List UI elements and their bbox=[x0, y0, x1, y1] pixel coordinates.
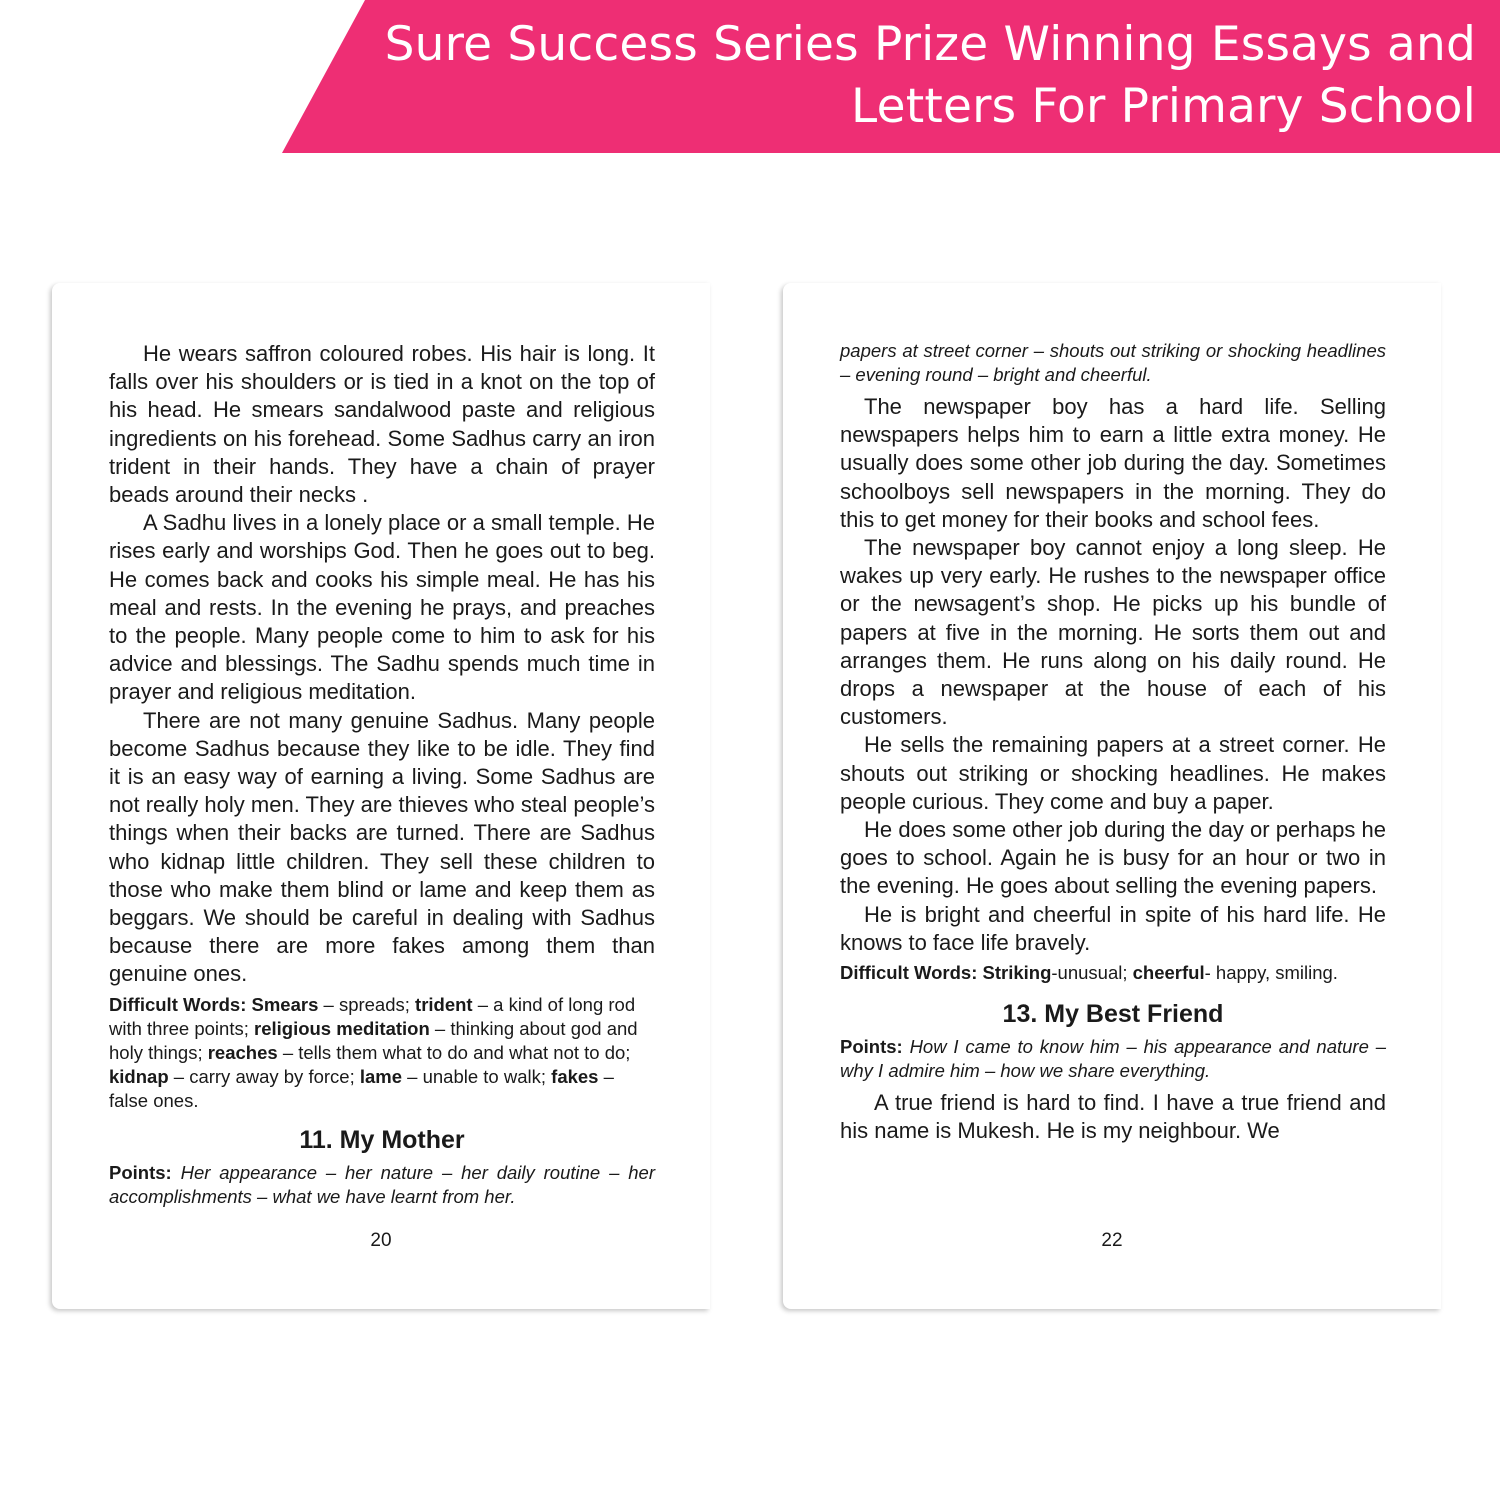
paragraph: He wears saffron coloured robes. His hair is long. It falls over his shoulders or is tied in a knot on the top of his head. He smears sandalwood paste and religious ingredients on his forehead. Some Sadhus carry an iron trident in their hands. They have a chain of prayer beads around their necks . bbox=[109, 341, 655, 508]
page-number: 20 bbox=[370, 1230, 392, 1251]
paragraph: He sells the remaining papers at a street corner. He shouts out striking or shocking headlines. He makes people curious. They come and buy a paper. bbox=[840, 732, 1386, 814]
dw-word: trident bbox=[415, 993, 473, 1015]
difficult-words bbox=[109, 993, 655, 1113]
difficult-words-label: Difficult Words: bbox=[109, 993, 247, 1015]
dw-meaning: -unusual; bbox=[1051, 962, 1133, 984]
dw-word: kidnap bbox=[109, 1065, 169, 1087]
dw-meaning: – tells them what to do and what not to do; bbox=[277, 1041, 631, 1063]
dw-meaning: – thinking about god and holy things; bbox=[109, 1017, 638, 1063]
points-text: How I came to know him – his appearance and nature – why I admire him – how we share everything. bbox=[840, 1036, 1387, 1082]
paragraph: He is bright and cheerful in spite of his hard life. He knows to face life bravely. bbox=[840, 901, 1386, 955]
dw-meaning: – carry away by force; bbox=[168, 1065, 360, 1087]
paragraph: He does some other job during the day or perhaps he goes to school. Again he is busy for an hour or two in the evening. He goes about selling the evening papers. bbox=[840, 817, 1386, 899]
dw-meaning: - happy, smiling. bbox=[1204, 962, 1338, 984]
paragraph: There are not many genuine Sadhus. Many people become Sadhus because they like to be idle. They find it is an easy way of earning a living. Some Sadhus are not really holy men. They are thieves who steal people’s things when their backs are turned. There are Sadhus who kidnap little children. They sell these children to those who make them blind or lame and keep them as beggars. We should be careful in dealing with Sadhus because there are more fakes among them than genuine ones. bbox=[109, 707, 655, 987]
paragraph: The newspaper boy cannot enjoy a long sleep. He wakes up very early. He rushes to the newspaper office or the newsagent’s shop. He picks up his bundle of papers at five in the morning. He sorts them out and arranges them. He runs along on his daily round. He drops a newspaper at the house of each of his customers. bbox=[840, 535, 1386, 730]
dw-word: reaches bbox=[207, 1041, 278, 1063]
essay-points bbox=[840, 1035, 1386, 1083]
dw-word: Smears bbox=[251, 993, 319, 1015]
paragraph: A Sadhu lives in a lonely place or a small temple. He rises early and worships God. Then he goes out to beg. He comes back and cooks his simple meal. He has his meal and rests. In the evening he prays, and preaches to the people. Many people come to him to ask for his advice and blessings. The Sadhu spends much time in prayer and religious meditation. bbox=[109, 510, 655, 705]
paragraph: A true friend is hard to find. I have a true friend and his name is Mukesh. He is my neighbour. We bbox=[840, 1090, 1386, 1144]
points-label: Points: bbox=[840, 1036, 903, 1058]
difficult-words bbox=[840, 961, 1386, 985]
essay-points bbox=[109, 1161, 655, 1209]
dw-word: fakes bbox=[551, 1065, 599, 1087]
difficult-words-label: Difficult Words: bbox=[840, 962, 978, 984]
book-page-left bbox=[52, 283, 710, 1309]
dw-meaning: – false ones. bbox=[109, 1065, 614, 1111]
dw-meaning: – a kind of long rod with three points; bbox=[109, 993, 636, 1039]
points-text: Her appearance – her nature – her daily routine – her accomplishments – what we have learnt from her. bbox=[109, 1161, 655, 1207]
dw-word: lame bbox=[359, 1065, 403, 1087]
title-banner bbox=[0, 0, 1500, 153]
page-content bbox=[109, 340, 655, 1209]
points-label: Points: bbox=[109, 1161, 172, 1183]
dw-meaning: – spreads; bbox=[318, 993, 416, 1015]
banner-title bbox=[356, 14, 1476, 138]
dw-word: cheerful bbox=[1132, 962, 1205, 984]
essay-heading: 11. My Mother bbox=[299, 1125, 465, 1154]
page-number: 22 bbox=[1101, 1230, 1123, 1251]
essay-heading: 13. My Best Friend bbox=[1002, 1000, 1224, 1029]
banner-title-line2: Letters For Primary School bbox=[851, 79, 1476, 134]
banner-title-line1: Sure Success Series Prize Winning Essays and bbox=[384, 17, 1476, 72]
page-content bbox=[840, 339, 1386, 1145]
dw-word: Striking bbox=[982, 962, 1052, 984]
dw-meaning: – unable to walk; bbox=[402, 1065, 552, 1087]
book-page-right bbox=[783, 283, 1441, 1309]
continued-points: papers at street corner – shouts out striking or shocking headlines – evening round – bright and cheerful. bbox=[840, 340, 1386, 385]
paragraph: The newspaper boy has a hard life. Selling newspapers helps him to earn a little extra money. He usually does some other job during the day. Sometimes schoolboys sell newspapers in the morning. They do this to get money for their books and school fees. bbox=[840, 394, 1386, 532]
dw-word: religious meditation bbox=[254, 1017, 430, 1039]
